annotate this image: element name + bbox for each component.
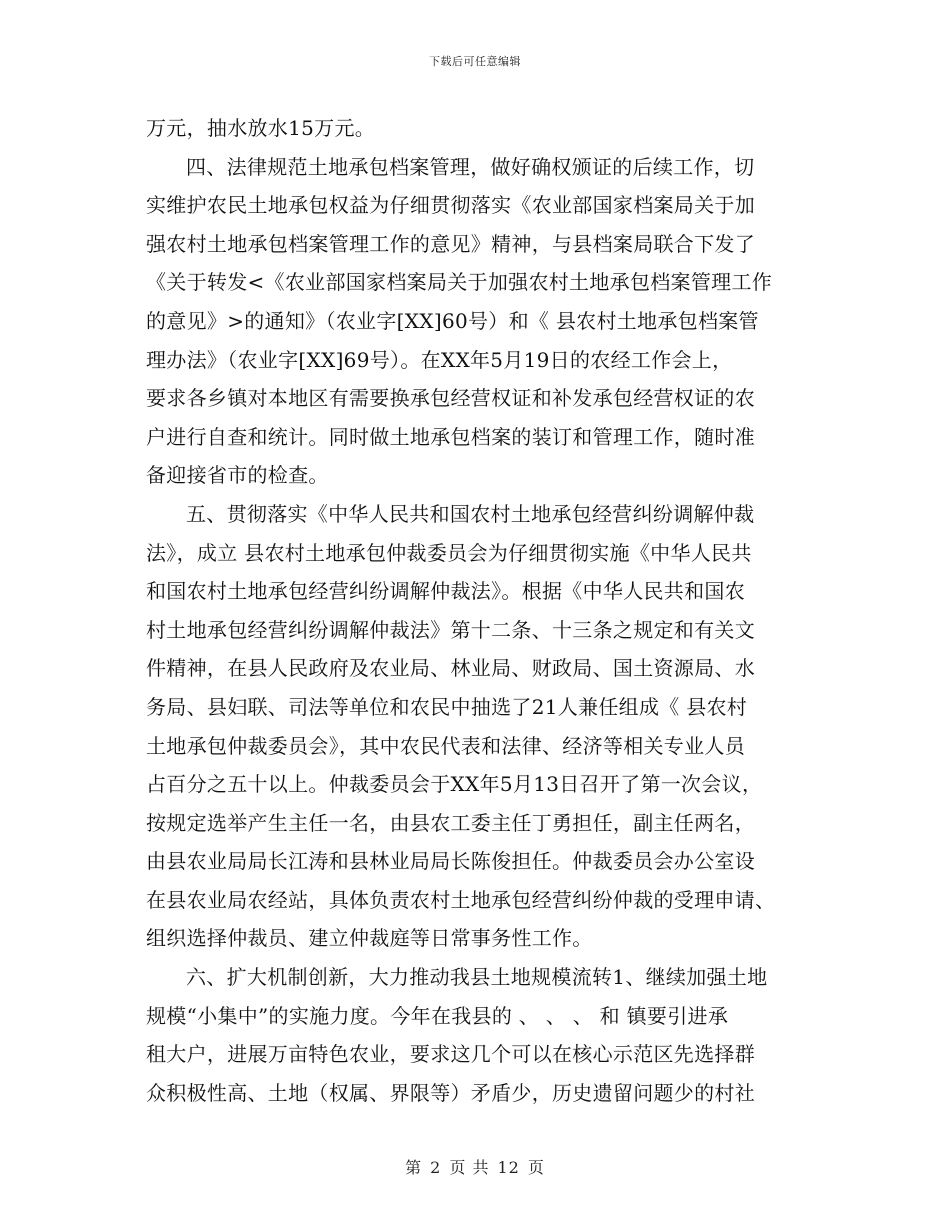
text-line: 《关于转发<《农业部国家档案局关于加强农村土地承包档案管理工作	[146, 270, 773, 295]
text-line: 村土地承包经营纠纷调解仲裁法》第十二条、十三条之规定和有关文	[146, 617, 755, 642]
text-line: 租大户，进展万亩特色农业，要求这几个可以在核心示范区先选择群	[146, 1042, 755, 1067]
text-line: 规模“小集中”的实施力度。今年在我县的 、 、 、 和 镇要引进承	[146, 1003, 729, 1028]
text-line: 占百分之五十以上。仲裁委员会于XX年5月13日召开了第一次会议，	[146, 772, 763, 797]
text-line: 土地承包仲裁委员会》，其中农民代表和法律、经济等相关专业人员	[146, 733, 745, 758]
total-page-number: 12	[497, 1158, 520, 1177]
text-line: 按规定选举产生主任一名，由县农工委主任丁勇担任，副主任两名，	[146, 810, 755, 835]
body-text	[146, 109, 810, 1112]
text-line: 众积极性高、土地（权属、界限等）矛盾少，历史遗留问题少的村社	[146, 1080, 755, 1105]
text-line: 实维护农民土地承包权益为仔细贯彻落实《农业部国家档案局关于加	[146, 193, 755, 218]
footer-prefix: 第	[405, 1158, 423, 1177]
text-line: 的意见》>的通知》（农业字[XX]60号）和《 县农村土地承包档案管	[146, 308, 759, 333]
page-footer	[0, 1155, 950, 1178]
text-line: 备迎接省市的检查。	[146, 463, 329, 488]
text-line: 和国农村土地承包经营纠纷调解仲裁法》。根据《中华人民共和国农	[146, 579, 745, 604]
text-line: 务局、县妇联、司法等单位和农民中抽选了21人兼任组成《 县农村	[146, 694, 748, 719]
text-line: 组织选择仲裁员、建立仲裁庭等日常事务性工作。	[146, 926, 593, 951]
text-line: 强农村土地承包档案管理工作的意见》精神，与县档案局联合下发了	[146, 231, 755, 256]
text-line: 法》，成立 县农村土地承包仲裁委员会为仔细贯彻实施《中华人民共	[146, 540, 752, 565]
text-line: 四、法律规范土地承包档案管理，做好确权颁证的后续工作，切	[186, 154, 755, 179]
text-line: 五、贯彻落实《中华人民共和国农村土地承包经营纠纷调解仲裁	[186, 501, 755, 526]
text-line: 万元，抽水放水15万元。	[146, 116, 376, 140]
text-line: 要求各乡镇对本地区有需要换承包经营权证和补发承包经营权证的农	[146, 386, 755, 411]
text-line: 六、扩大机制创新，大力推动我县土地规模流转1、继续加强土地	[186, 965, 768, 990]
text-line: 在县农业局农经站，具体负责农村土地承包经营纠纷仲裁的受理申请、	[146, 887, 776, 912]
text-line: 户进行自查和统计。同时做土地承包档案的装订和管理工作，随时准	[146, 424, 755, 449]
text-line: 件精神，在县人民政府及农业局、林业局、财政局、国土资源局、水	[146, 656, 755, 681]
current-page-number: 2	[430, 1158, 442, 1177]
footer-mid: 页 共	[449, 1158, 490, 1177]
footer-suffix: 页	[527, 1158, 545, 1177]
text-line: 由县农业局局长江涛和县林业局局长陈俊担任。仲裁委员会办公室设	[146, 849, 755, 874]
header-note: 下载后可任意编辑	[429, 55, 521, 68]
text-line: 理办法》（农业字[XX]69号）。在XX年5月19日的农经工作会上，	[146, 347, 733, 372]
